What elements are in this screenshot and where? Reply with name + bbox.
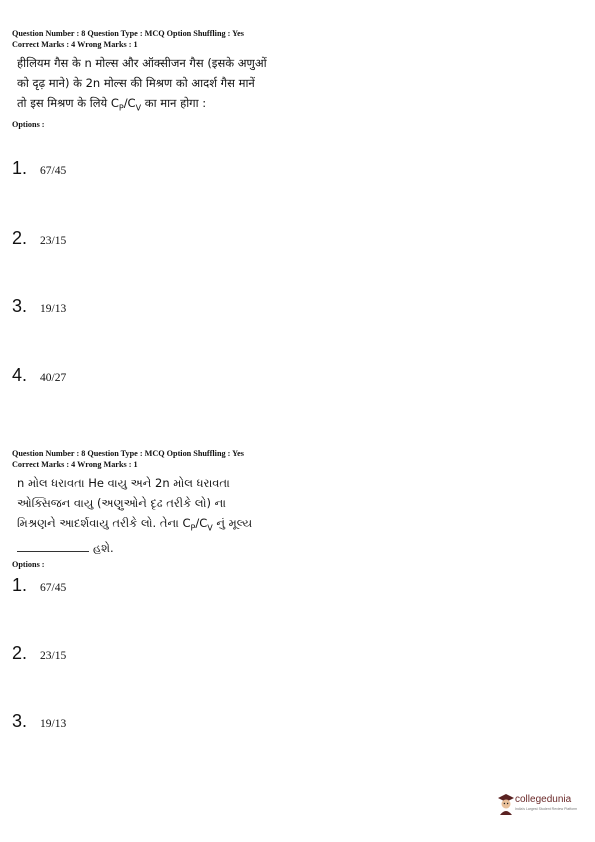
option-value: 67/45 [40, 165, 67, 177]
option-value: 19/13 [40, 303, 67, 315]
option-value: 23/15 [40, 650, 67, 662]
answer-blank [17, 551, 89, 552]
question-text [17, 473, 267, 558]
question-meta-line2: Correct Marks : 4 Wrong Marks : 1 [12, 460, 138, 469]
question-meta-line1: Question Number : 8 Question Type : MCQ Option Shuffling : Yes [12, 449, 244, 458]
option-2[interactable] [12, 643, 66, 664]
question-block-hindi [12, 28, 572, 129]
option-number: 2. [12, 228, 28, 248]
question-text-part1: हीलियम गैस के n मोल्स और ऑक्सीजन गैस (इसके अणुओं को दृढ़ माने) के 2n मोल्स की मिश्रण को आदर्श गैस मानें तो इस मिश्रण के लिये C [17, 56, 267, 110]
question-meta-line2: Correct Marks : 4 Wrong Marks : 1 [12, 40, 138, 49]
option-4[interactable] [12, 365, 66, 386]
question-meta-line1: Question Number : 8 Question Type : MCQ Option Shuffling : Yes [12, 29, 244, 38]
option-number: 3. [12, 711, 28, 731]
option-number: 1. [12, 158, 28, 178]
subscript-p: P [190, 523, 196, 533]
ratio-slash: /C [195, 516, 208, 530]
subscript-v: V [207, 523, 213, 533]
option-value: 19/13 [40, 718, 67, 730]
graduate-mascot-icon [497, 792, 515, 816]
collegedunia-logo [497, 792, 589, 818]
option-1[interactable] [12, 158, 66, 179]
question-text [17, 53, 267, 118]
question-text-part2: का मान होगा : [141, 96, 207, 110]
logo-wordmark: collegedunia [515, 794, 572, 805]
logo-tagline: India's Largest Student Review Platform [515, 807, 578, 811]
question-text-part3: હશે. [93, 541, 114, 556]
question-text-part2: નું મૂલ્ય [212, 516, 253, 530]
question-text-part1: n મોલ ધરાવતા He વાયુ અને 2n મોલ ધરાવતા ઓક્સિજન વાયુ (અણુઓને દૃઢ તરીકે લો) ના મિશ્રણને આદર્શવાયુ તરીકે લો. તેના C [17, 476, 230, 530]
options-label: Options : [12, 120, 45, 130]
option-3[interactable] [12, 711, 66, 732]
option-value: 40/27 [40, 372, 67, 384]
question-block-gujarati [12, 448, 572, 569]
option-value: 67/45 [40, 582, 67, 594]
option-2[interactable] [12, 228, 66, 249]
option-number: 2. [12, 643, 28, 663]
option-value: 23/15 [40, 235, 67, 247]
option-3[interactable] [12, 296, 66, 317]
option-1[interactable] [12, 575, 66, 596]
ratio-slash: /C [123, 96, 136, 110]
options-label: Options : [12, 560, 45, 570]
subscript-v: V [135, 103, 142, 113]
subscript-p: P [118, 103, 124, 113]
option-number: 3. [12, 296, 28, 316]
option-number: 4. [12, 365, 28, 385]
option-number: 1. [12, 575, 28, 595]
